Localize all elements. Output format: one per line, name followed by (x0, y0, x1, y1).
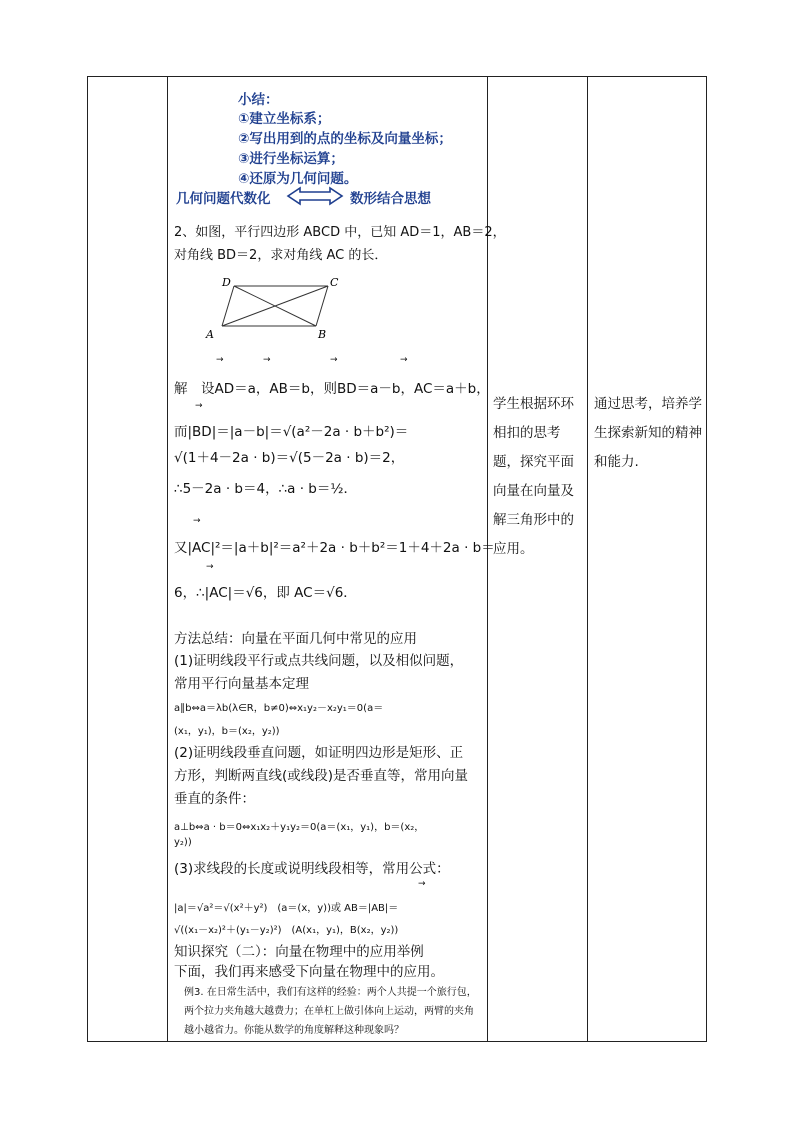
problem-text: 2、如图，平行四边形 ABCD 中，已知 AD＝1，AB＝2， (174, 225, 506, 240)
double-arrow-icon (286, 186, 344, 206)
vector-arrow-icon: → (400, 355, 408, 365)
summary-step: ①建立坐标系； (238, 111, 331, 127)
formula: a∥b⇔a＝λb(λ∈R，b≠0)⇔x₁y₂－x₂y₁＝0(a＝ (174, 703, 384, 714)
explore-text: 下面，我们再来感受下向量在物理中的应用。 (174, 964, 444, 980)
formula: (x₁，y₁)，b＝(x₂，y₂)) (174, 726, 280, 737)
vertex-label: C (330, 276, 339, 289)
explore-text: 知识探究（二）：向量在物理中的应用举例 (174, 944, 424, 960)
summary-step: ②写出用到的点的坐标及向量坐标； (238, 131, 452, 147)
vector-arrow-icon: → (206, 562, 214, 572)
problem-text: 对角线 BD＝2，求对角线 AC 的长． (174, 248, 388, 263)
vertex-label: A (206, 328, 214, 341)
summary-step: ④还原为几何问题。 (238, 171, 358, 187)
formula: a⊥b⇔a · b＝0⇔x₁x₂＋y₁y₂＝0(a＝(x₁，y₁)，b＝(x₂， (174, 822, 425, 833)
vector-arrow-icon: → (330, 355, 338, 365)
summary-step: ③进行坐标运算； (238, 151, 344, 167)
student-activity: 学生根据环环相扣的思考题，探究平面向量在向量及解三角形中的应用。 (493, 396, 574, 557)
content-cell (168, 77, 506, 1041)
column-divider (587, 77, 588, 1041)
vertex-label: D (222, 276, 231, 289)
formula: |a|＝√a²＝√(x²＋y²) (a＝(x，y))或 AB＝|AB|＝ (174, 903, 399, 914)
method-text: 常用平行向量基本定理 (174, 676, 309, 692)
lesson-table (87, 76, 707, 1042)
summary-right: 数形结合思想 (350, 191, 431, 207)
solution-line: √(1＋4－2a · b)＝√(5－2a · b)＝2， (174, 450, 405, 466)
method-text: (3)求线段的长度或说明线段相等，常用公式： (174, 861, 450, 877)
column-divider (487, 77, 488, 1041)
formula: √((x₁－x₂)²＋(y₁－y₂)²) (A(x₁，y₁)，B(x₂，y₂)) (174, 925, 399, 936)
vector-arrow-icon: → (418, 879, 426, 889)
summary-title: 小结： (238, 92, 279, 108)
method-text: (1)证明线段平行或点共线问题，以及相似问题， (174, 653, 464, 669)
solution-line: 解 设AD＝a，AB＝b，则BD＝a－b，AC＝a＋b， (174, 381, 490, 397)
method-text: 方形，判断两直线(或线段)是否垂直等，常用向量 (174, 768, 469, 784)
vector-arrow-icon: → (263, 355, 271, 365)
solution-line: 而|BD|＝|a－b|＝√(a²－2a · b＋b²)＝ (174, 424, 409, 440)
solution-line: 6，∴|AC|＝√6，即 AC＝√6． (174, 585, 357, 601)
formula: y₂)) (174, 837, 192, 848)
method-title: 方法总结：向量在平面几何中常见的应用 (174, 631, 417, 647)
vector-arrow-icon: → (193, 516, 201, 526)
parallelogram-figure (204, 274, 339, 344)
design-intent: 通过思考，培养学生探索新知的精神和能力. (594, 396, 702, 470)
solution-line: ∴5－2a · b＝4，∴a · b＝½． (174, 481, 357, 497)
solution-line: 又|AC|²＝|a＋b|²＝a²＋2a · b＋b²＝1＋4＋2a · b＝ (174, 540, 495, 556)
vector-arrow-icon: → (216, 355, 224, 365)
method-text: (2)证明线段垂直问题，如证明四边形是矩形、正 (174, 745, 464, 761)
method-text: 垂直的条件： (174, 791, 255, 807)
vector-arrow-icon: → (195, 401, 203, 411)
vertex-label: B (318, 328, 327, 341)
summary-left: 几何问题代数化 (176, 191, 271, 207)
example-note: 例3. 在日常生活中，我们有这样的经验：两个人共提一个旅行包，两个拉力夹角越大越费力；在单杠上做引体向上运动，两臂的夹角越小越省力。你能从数学的角度解释这种现象吗？ (184, 987, 477, 1036)
